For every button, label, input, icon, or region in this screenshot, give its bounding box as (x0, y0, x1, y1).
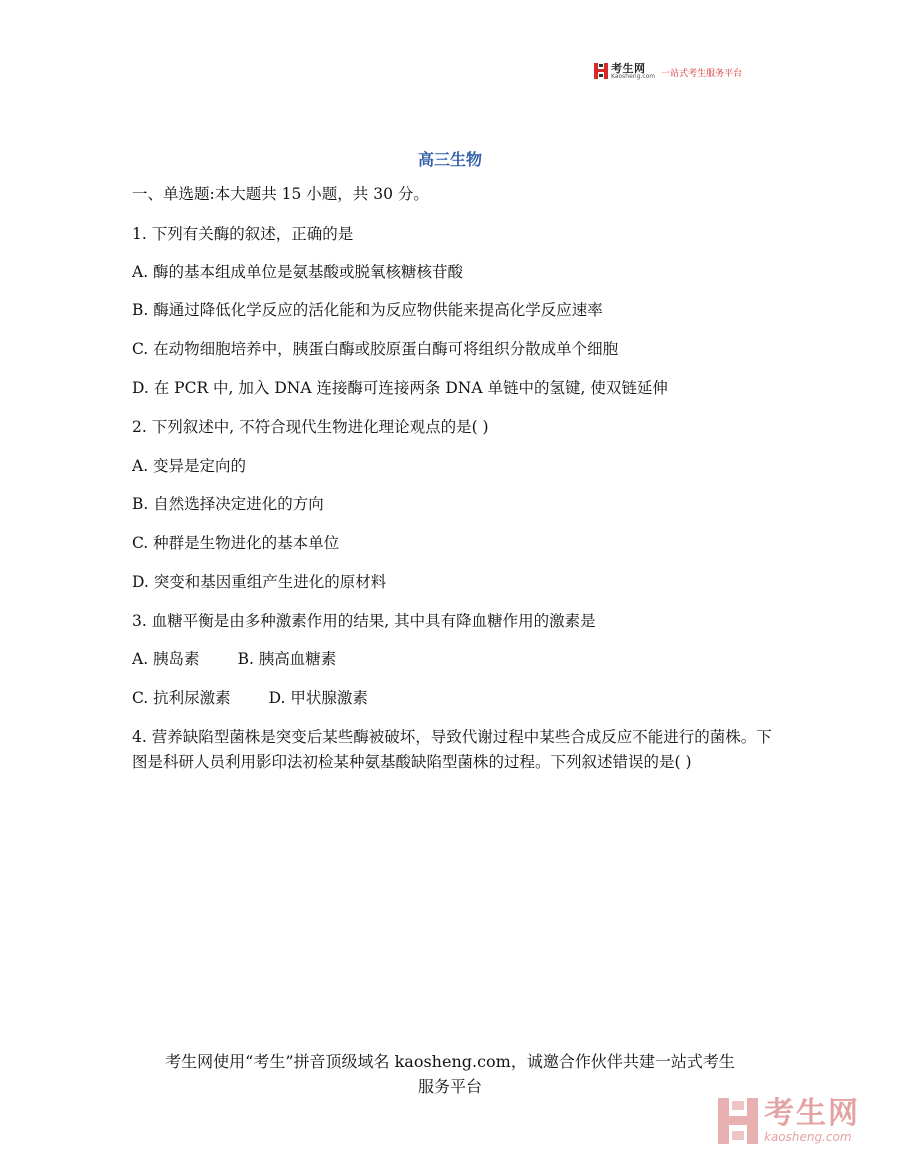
question-2-option-c: C. 种群是生物进化的基本单位 (132, 534, 340, 552)
watermark-text (764, 1096, 860, 1144)
watermark-logo-icon (718, 1098, 758, 1144)
question-1-option-b: B. 酶通过降低化学反应的活化能和为反应物供能来提高化学反应速率 (132, 301, 603, 319)
question-2-option-a: A. 变异是定向的 (132, 457, 247, 475)
header-logo (594, 60, 742, 82)
question-3-option-b: B. 胰高血糖素 (237, 650, 337, 668)
section-heading: 一、单选题:本大题共 15 小题，共 30 分。 (132, 185, 429, 203)
watermark (718, 1098, 860, 1144)
logo-text (611, 63, 655, 80)
question-1-option-a: A. 酶的基本组成单位是氨基酸或脱氧核糖核苷酸 (132, 263, 464, 281)
logo-domain: Kaosheng.com (611, 72, 656, 80)
question-3-option-a: A. 胰岛素 (132, 650, 200, 668)
question-1-stem: 1. 下列有关酶的叙述，正确的是 (132, 225, 354, 243)
question-2-option-d: D. 突变和基因重组产生进化的原材料 (132, 573, 387, 591)
question-3-options-row-1 (132, 649, 336, 669)
question-2-option-b: B. 自然选择决定进化的方向 (132, 495, 324, 513)
question-1-option-d: D. 在 PCR 中, 加入 DNA 连接酶可连接两条 DNA 单链中的氢键, 使双链延伸 (132, 379, 668, 397)
page-title: 高三生物 (417, 150, 482, 169)
page-footer (0, 1049, 900, 1099)
question-1-option-c: C. 在动物细胞培养中，胰蛋白酶或胶原蛋白酶可将组织分散成单个细胞 (132, 340, 619, 358)
question-4-stem: 4. 营养缺陷型菌株是突变后某些酶被破坏，导致代谢过程中某些合成反应不能进行的菌株。下图是科研人员利用影印法初检某种氨基酸缺陷型菌株的过程。下列叙述错误的是( ) (132, 728, 772, 771)
logo-name: 考生网 (611, 61, 646, 75)
question-3-option-d: D. 甲状腺激素 (268, 689, 368, 707)
watermark-name: 考生网 (764, 1096, 860, 1131)
logo-slogan: 一站式考生服务平台 (661, 68, 743, 79)
question-3-stem: 3. 血糖平衡是由多种激素作用的结果, 其中具有降血糖作用的激素是 (132, 612, 596, 630)
question-3-option-c: C. 抗利尿激素 (132, 689, 231, 707)
question-2-stem: 2. 下列叙述中, 不符合现代生物进化理论观点的是( ) (132, 418, 489, 436)
footer-line-1: 考生网使用“考生”拼音顶级域名 kaosheng.com，诚邀合作伙伴共建一站式考生 (165, 1052, 735, 1071)
watermark-domain: kaosheng.com (764, 1130, 852, 1144)
kaosheng-logo-icon (594, 63, 608, 79)
question-3-options-row-2 (132, 688, 368, 708)
footer-line-2: 服务平台 (417, 1077, 482, 1096)
